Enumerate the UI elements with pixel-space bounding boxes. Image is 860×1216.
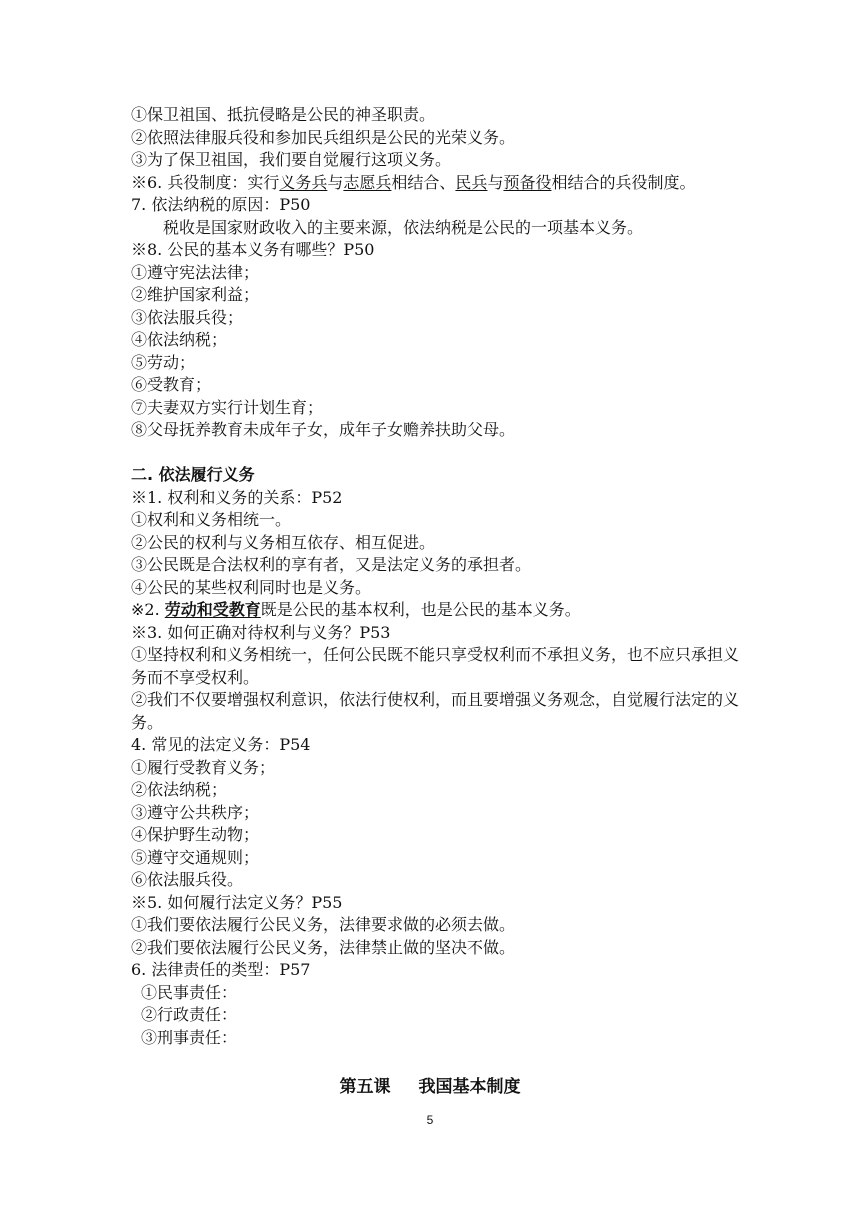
list-item: ⑤遵守交通规则； bbox=[131, 847, 260, 867]
text-line: 4. 常见的法定义务：P54 bbox=[131, 735, 311, 754]
document-body bbox=[131, 104, 741, 1049]
chapter-title bbox=[0, 1072, 860, 1097]
list-item: ⑥受教育； bbox=[131, 375, 212, 394]
list-item: ①履行受教育义务； bbox=[131, 757, 276, 777]
text-line: ※3. 如何正确对待权利与义务？P53 bbox=[131, 622, 391, 642]
list-item: ④保护野生动物； bbox=[131, 825, 260, 844]
underlined-term: 预备役 bbox=[503, 172, 552, 192]
list-item: ⑧父母抚养教育未成年子女，成年子女赡养扶助父母。 bbox=[131, 420, 516, 439]
list-item: ⑥依法服兵役。 bbox=[131, 870, 244, 889]
military-service-system-line bbox=[131, 172, 741, 195]
text-line: 6. 法律责任的类型：P57 bbox=[131, 960, 311, 979]
text-line: ②依照法律服兵役和参加民兵组织是公民的光荣义务。 bbox=[131, 127, 516, 147]
text-line: 7. 依法纳税的原因：P50 bbox=[131, 195, 311, 214]
section-heading: 二. 依法履行义务 bbox=[131, 465, 255, 484]
list-item: ①民事责任： bbox=[141, 982, 238, 1002]
page-number: 5 bbox=[426, 1113, 434, 1127]
list-item: ②维护国家利益； bbox=[131, 285, 260, 304]
chapter-name: 我国基本制度 bbox=[418, 1077, 521, 1097]
text-span: 相结合的兵役制度。 bbox=[551, 172, 696, 192]
list-item: ②行政责任： bbox=[141, 1005, 238, 1024]
paragraph: ①坚持权利和义务相统一，任何公民既不能只享受权利而不承担义务，也不应只承担义务而不享受权利。 bbox=[131, 645, 740, 687]
text-line: ※8. 公民的基本义务有哪些？P50 bbox=[131, 240, 375, 259]
text-line: 税收是国家财政收入的主要来源，依法纳税是公民的一项基本义务。 bbox=[163, 217, 644, 237]
list-item: ③遵守公共秩序； bbox=[131, 802, 260, 822]
text-span: ※6. 兵役制度：实行 bbox=[131, 172, 280, 192]
text-span: 与 bbox=[487, 172, 504, 192]
text-span: 相结合、 bbox=[391, 172, 456, 192]
underlined-term: 民兵 bbox=[455, 172, 488, 192]
blank-line bbox=[131, 442, 741, 465]
list-item: ⑦夫妻双方实行计划生育； bbox=[131, 397, 324, 417]
text-line: ※1. 权利和义务的关系：P52 bbox=[131, 487, 343, 507]
bold-underlined-term: 劳动和受教育 bbox=[164, 600, 261, 619]
list-item: ③依法服兵役； bbox=[131, 307, 244, 327]
chapter-number: 第五课 bbox=[339, 1077, 391, 1097]
list-item: ④公民的某些权利同时也是义务。 bbox=[131, 577, 372, 597]
list-item: ③刑事责任： bbox=[141, 1027, 238, 1047]
list-item: ⑤劳动； bbox=[131, 352, 196, 372]
list-item: ①我们要依法履行公民义务，法律要求做的必须去做。 bbox=[131, 915, 516, 934]
list-item: ③公民既是合法权利的享有者，又是法定义务的承担者。 bbox=[131, 555, 532, 574]
text-span: 与 bbox=[327, 172, 344, 192]
text-span: 既是公民的基本权利，也是公民的基本义务。 bbox=[260, 600, 581, 619]
underlined-term: 义务兵 bbox=[279, 172, 328, 192]
underlined-term: 志愿兵 bbox=[343, 172, 392, 192]
text-line: ①保卫祖国、抵抗侵略是公民的神圣职责。 bbox=[131, 105, 436, 124]
list-item: ①遵守宪法法律； bbox=[131, 262, 260, 282]
text-line: ③为了保卫祖国，我们要自觉履行这项义务。 bbox=[131, 150, 452, 169]
labor-education-line bbox=[131, 599, 741, 622]
text-span: ※2. bbox=[131, 600, 165, 619]
list-item: ②公民的权利与义务相互依存、相互促进。 bbox=[131, 532, 436, 552]
paragraph: ②我们不仅要增强权利意识，依法行使权利，而且要增强义务观念，自觉履行法定的义务。 bbox=[131, 690, 740, 732]
list-item: ④依法纳税； bbox=[131, 330, 228, 349]
list-item: ①权利和义务相统一。 bbox=[131, 510, 292, 529]
list-item: ②我们要依法履行公民义务，法律禁止做的坚决不做。 bbox=[131, 937, 516, 957]
text-line: ※5. 如何履行法定义务？P55 bbox=[131, 892, 343, 912]
list-item: ②依法纳税； bbox=[131, 780, 228, 799]
